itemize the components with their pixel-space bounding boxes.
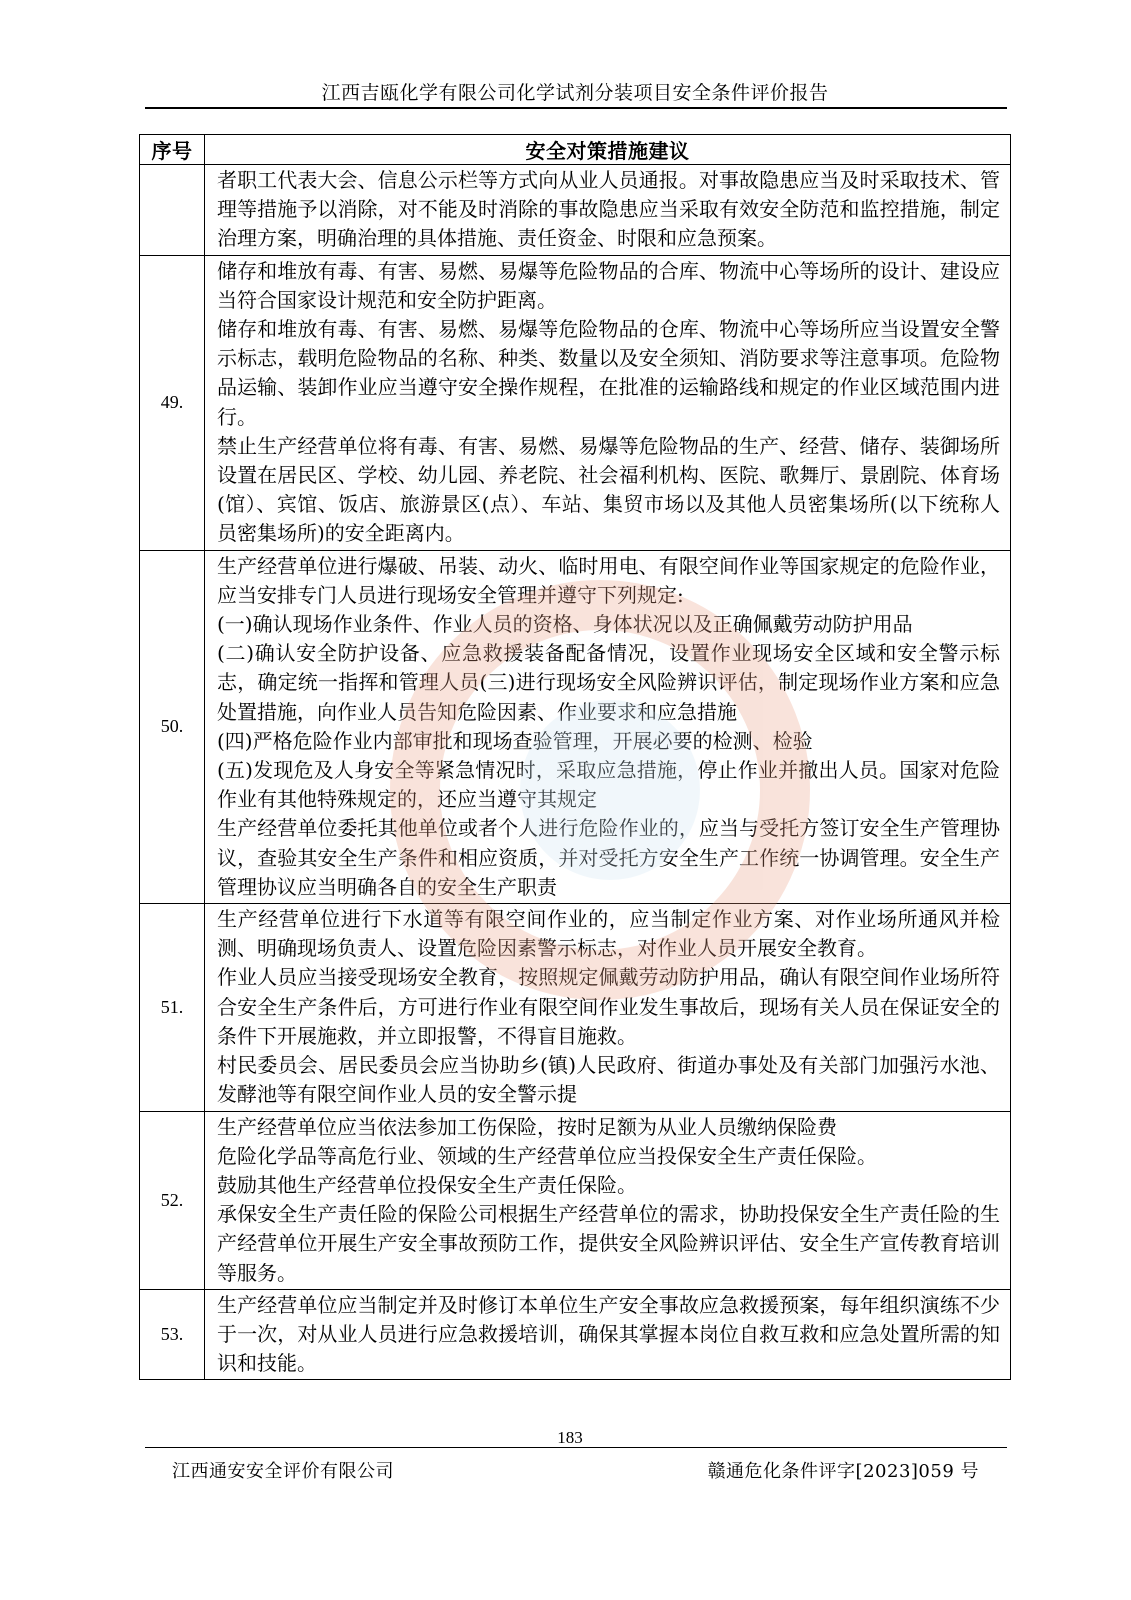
- measure-paragraph: (四)严格危险作业内部审批和现场查验管理，开展必要的检测、检验: [217, 728, 813, 753]
- header-rule: [145, 107, 1007, 109]
- page-header-title: 江西吉瓯化学有限公司化学试剂分装项目安全条件评价报告: [321, 82, 829, 104]
- measure-paragraph: 生产经营单位进行爆破、吊装、动火、临时用电、有限空间作业等国家规定的危险作业，应当安排专门人员进行现场安全管理并遵守下列规定:: [217, 553, 1000, 607]
- measure-paragraph: (二)确认安全防护设备、应急救援装备配备情况，设置作业现场安全区域和安全警示标志，确定统一指挥和管理人员(三)进行现场安全风险辨识评估，制定现场作业方案和应急处置措施，向作业人员告知危险因素、作业要求和应急措施: [217, 641, 1000, 724]
- measure-paragraph: 危险化学品等高危行业、领域的生产经营单位应当投保安全生产责任保险。: [217, 1143, 877, 1168]
- measure-paragraph: 储存和堆放有毒、有害、易燃、易爆等危险物品的合库、物流中心等场所的设计、建设应当符合国家设计规范和安全防护距离。: [217, 258, 1000, 312]
- table-row: [140, 550, 1011, 903]
- measures-table-container: [139, 134, 1011, 1380]
- footer-document-number: 赣通危化条件评字[2023]059 号: [707, 1461, 979, 1482]
- measure-paragraph: (五)发现危及人身安全等紧急情况时，采取应急措施，停止作业并撤出人员。国家对危险作业有其他特殊规定的，还应当遵守其规定: [217, 758, 1000, 812]
- measure-paragraph: 作业人员应当接受现场安全教育，按照规定佩戴劳动防护用品，确认有限空间作业场所符合安全生产条件后，方可进行作业有限空间作业发生事故后，现场有关人员在保证安全的条件下开展施救，并立即报警，不得盲目施救。: [217, 965, 1000, 1048]
- measure-paragraph: 禁止生产经营单位将有毒、有害、易燃、易爆等危险物品的生产、经营、储存、装御场所设置在居民区、学校、幼儿园、养老院、社会福利机构、医院、歌舞厅、景剧院、体育场(馆）、宾馆、饭店、旅游景区(点）、车站、集贸市场以及其他人员密集场所(以下统称人员密集场所)的安全距离内。: [217, 433, 1000, 546]
- row-number: 52.: [140, 1111, 205, 1289]
- measure-cell: [205, 550, 1011, 903]
- table-row: [140, 255, 1011, 550]
- measure-paragraph: (一)确认现场作业条件、作业人员的资格、身体状况以及正确佩戴劳动防护用品: [217, 612, 913, 637]
- table-row: [140, 165, 1011, 256]
- row-number: 53.: [140, 1289, 205, 1380]
- row-number: 49.: [140, 255, 205, 550]
- table-row: [140, 1111, 1011, 1289]
- measure-cell: [205, 255, 1011, 550]
- column-header-measure: 安全对策措施建议: [205, 135, 1011, 165]
- measure-paragraph: 生产经营单位委托其他单位或者个人进行危险作业的，应当与受托方签订安全生产管理协议，查验其安全生产条件和相应资质，并对受托方安全生产工作统一协调管理。安全生产管理协议应当明确各自的安全生产职责: [217, 816, 1000, 899]
- measure-cell: [205, 904, 1011, 1111]
- row-number: [140, 165, 205, 256]
- footer-rule: [145, 1447, 1007, 1448]
- table-row: [140, 904, 1011, 1111]
- table-header-row: [140, 135, 1011, 165]
- page-number: 183: [557, 1428, 583, 1447]
- measure-paragraph: 承保安全生产责任险的保险公司根据生产经营单位的需求，协助投保安全生产责任险的生产经营单位开展生产安全事故预防工作，提供安全风险辨识评估、安全生产宣传教育培训等服务。: [217, 1202, 1000, 1285]
- footer-company: 江西通安安全评价有限公司: [172, 1461, 394, 1482]
- table-row: [140, 1289, 1011, 1380]
- measure-paragraph: 者职工代表大会、信息公示栏等方式向从业人员通报。对事故隐患应当及时采取技术、管理等措施予以消除，对不能及时消除的事故隐患应当采取有效安全防范和监控措施，制定治理方案，明确治理的具体措施、责任资金、时限和应急预案。: [217, 168, 1000, 251]
- measure-paragraph: 村民委员会、居民委员会应当协助乡(镇)人民政府、街道办事处及有关部门加强污水池、发酵池等有限空间作业人员的安全警示提: [217, 1053, 1000, 1107]
- measure-paragraph: 生产经营单位应当依法参加工伤保险，按时足额为从业人员缴纳保险费: [217, 1114, 837, 1139]
- measure-paragraph: 储存和堆放有毒、有害、易燃、易爆等危险物品的仓库、物流中心等场所应当设置安全警示标志，载明危险物品的名称、种类、数量以及安全须知、消防要求等注意事项。危险物品运输、装卸作业应当遵守安全操作规程，在批准的运输路线和规定的作业区域范围内进行。: [217, 317, 1000, 429]
- measures-table: [139, 134, 1011, 1380]
- row-number: 50.: [140, 550, 205, 903]
- measure-cell: [205, 165, 1011, 256]
- column-header-number: 序号: [140, 135, 205, 165]
- measure-paragraph: 鼓励其他生产经营单位投保安全生产责任保险。: [217, 1172, 637, 1197]
- measure-paragraph: 生产经营单位应当制定并及时修订本单位生产安全事故应急救援预案，每年组织演练不少于一次，对从业人员进行应急救援培训，确保其掌握本岗位自救互救和应急处置所需的知识和技能。: [217, 1292, 1000, 1376]
- measure-cell: [205, 1111, 1011, 1289]
- row-number: 51.: [140, 904, 205, 1111]
- measure-cell: [205, 1289, 1011, 1380]
- measure-paragraph: 生产经营单位进行下水道等有限空间作业的，应当制定作业方案、对作业场所通风并检测、明确现场负责人、设置危险因素警示标志，对作业人员开展安全教育。: [217, 907, 1000, 961]
